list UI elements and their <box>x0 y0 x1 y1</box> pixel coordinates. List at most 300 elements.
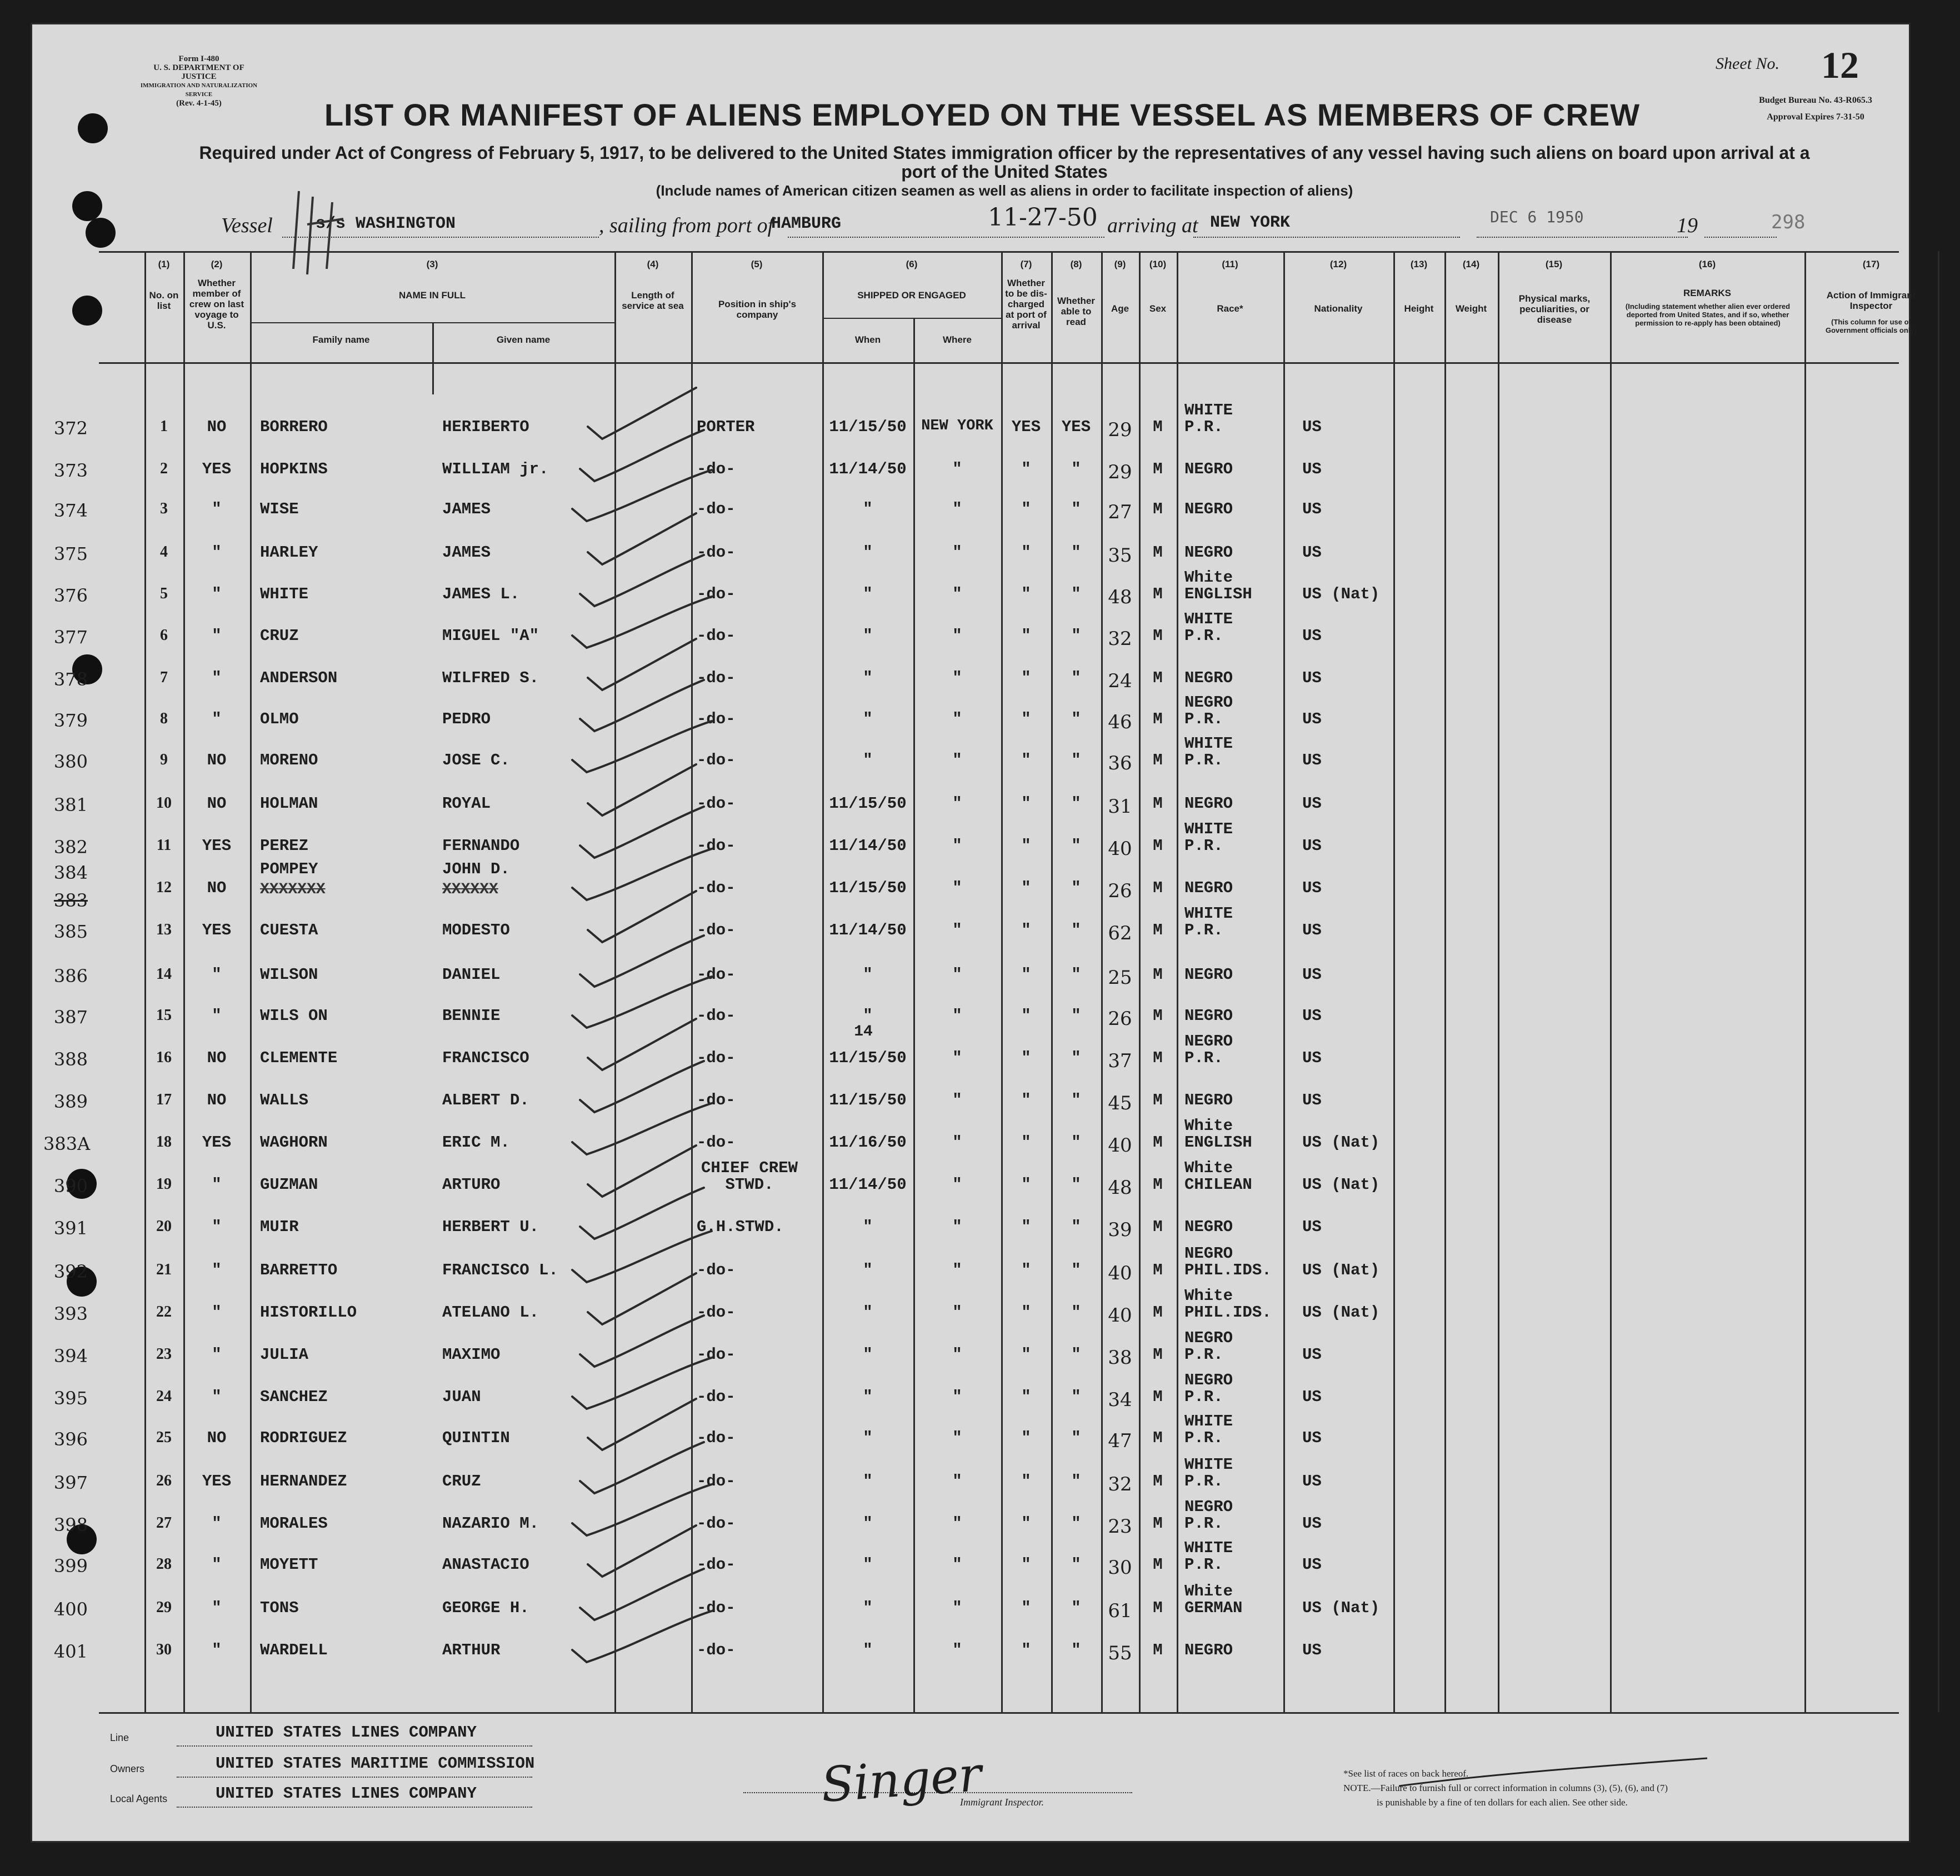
sex-cell: M <box>1153 1007 1163 1025</box>
able-read-cell: " <box>1071 710 1081 728</box>
position-cell: -do- <box>697 1133 736 1152</box>
budget-number: Budget Bureau No. 43-R065.3 <box>1759 96 1872 105</box>
where-cell: " <box>952 627 962 645</box>
row-ref-number: 378 <box>53 669 88 690</box>
position-cell: CHIEF CREW STWD. <box>701 1159 798 1194</box>
discharged-cell: " <box>1021 1472 1031 1490</box>
sex-cell: M <box>1153 1303 1163 1322</box>
race-line-1-cell: NEGRO <box>1184 693 1233 712</box>
check-mark <box>588 1145 696 1197</box>
family-name-cell: MUIR <box>260 1218 299 1236</box>
sex-cell: M <box>1153 585 1163 603</box>
race-line-1-cell: White <box>1184 568 1233 587</box>
prev-voyage-cell: NO <box>207 418 227 436</box>
row-number: 8 <box>160 710 168 727</box>
inspector-label: Immigrant Inspector. <box>960 1797 1044 1808</box>
able-read-cell: " <box>1071 543 1081 562</box>
discharged-cell: " <box>1021 1303 1031 1322</box>
prev-voyage-cell: YES <box>202 460 232 478</box>
row-number: 18 <box>156 1133 172 1150</box>
row-number: 23 <box>156 1345 172 1363</box>
column-number: (7) <box>1020 259 1032 269</box>
position-cell: -do- <box>697 1388 736 1406</box>
where-cell: " <box>952 585 962 603</box>
family-name-cell: WILS ON <box>260 1007 328 1025</box>
where-cell: " <box>952 1049 962 1067</box>
family-name-cell: HOPKINS <box>260 460 328 478</box>
row-ref-number: 374 <box>53 500 88 521</box>
row-number: 21 <box>156 1261 172 1278</box>
check-mark <box>588 764 696 816</box>
agents-label: Local Agents <box>110 1793 168 1804</box>
nationality-cell: US <box>1302 460 1322 478</box>
race-cell: NEGRO <box>1184 965 1233 984</box>
age-cell: 26 <box>1108 1008 1132 1030</box>
header-no-on-list: No. on list <box>149 290 179 311</box>
given-name-cell: CRUZ <box>442 1472 481 1490</box>
family-name-cell: JULIA <box>260 1345 309 1364</box>
prev-voyage-cell: " <box>212 543 222 562</box>
race-cell: NEGRO <box>1184 669 1233 687</box>
race-line-1-cell: White <box>1184 1159 1233 1177</box>
discharged-cell: " <box>1021 794 1031 813</box>
when-cell: " <box>863 1303 873 1322</box>
given-name-cell: WILFRED S. <box>442 669 539 687</box>
year-fill-line <box>1704 236 1777 238</box>
header-name-in-full: NAME IN FULL <box>399 290 466 301</box>
able-read-cell: " <box>1071 1429 1081 1447</box>
age-cell: 48 <box>1108 1177 1132 1199</box>
position-cell: -do- <box>697 543 736 562</box>
when-cell: 11/15/50 <box>829 794 907 813</box>
race-line-1-cell: White <box>1184 1582 1233 1600</box>
prev-voyage-cell: " <box>212 710 222 728</box>
discharged-cell: " <box>1021 1555 1031 1574</box>
sheet-number-label: Sheet No. <box>1716 54 1779 73</box>
race-line-2-cell: P.R. <box>1184 1472 1223 1490</box>
nationality-cell: US (Nat) <box>1302 585 1380 603</box>
header-sex: Sex <box>1149 303 1167 314</box>
when-cell: " <box>863 1007 873 1025</box>
year-label: 19 <box>1677 214 1698 237</box>
discharged-cell: " <box>1021 1599 1031 1617</box>
row-ref-number: 394 <box>53 1345 88 1367</box>
check-mark <box>580 1442 704 1493</box>
note-races: *See list of races on back hereof. <box>1343 1768 1469 1779</box>
where-cell: " <box>952 1133 962 1152</box>
position-cell: -do- <box>697 751 736 769</box>
family-name-cell: TONS <box>260 1599 299 1617</box>
punch-hole <box>86 218 116 248</box>
sex-cell: M <box>1153 627 1163 645</box>
where-cell: " <box>952 1641 962 1659</box>
sex-cell: M <box>1153 1641 1163 1659</box>
date-stamp: DEC 6 1950 <box>1490 208 1584 226</box>
where-cell: " <box>952 1345 962 1364</box>
family-name-cell: CUESTA <box>260 921 318 939</box>
family-name-cell: ANDERSON <box>260 669 338 687</box>
row-number: 28 <box>156 1555 172 1573</box>
age-cell: 32 <box>1108 628 1132 650</box>
age-cell: 29 <box>1108 419 1132 441</box>
age-cell: 30 <box>1108 1557 1132 1579</box>
nationality-cell: US <box>1302 1641 1322 1659</box>
prev-voyage-cell: NO <box>207 1429 227 1447</box>
position-cell: -do- <box>697 1007 736 1025</box>
prev-voyage-cell: " <box>212 1599 222 1617</box>
row-ref-number: 383A <box>43 1133 91 1154</box>
row-ref-number: 401 <box>53 1641 88 1662</box>
arriving-port-value: NEW YORK <box>1210 213 1291 232</box>
header-family-name: Family name <box>312 334 370 345</box>
where-cell: " <box>952 1472 962 1490</box>
sex-cell: M <box>1153 837 1163 855</box>
when-cell: " <box>863 1555 873 1574</box>
form-id-line: U. S. DEPARTMENT OF JUSTICE <box>153 63 244 81</box>
discharged-cell: " <box>1021 879 1031 897</box>
column-number: (12) <box>1329 259 1347 269</box>
sex-cell: M <box>1153 751 1163 769</box>
age-cell: 40 <box>1108 1262 1132 1284</box>
able-read-cell: " <box>1071 627 1081 645</box>
family-name-cell: WISE <box>260 500 299 518</box>
family-name-cell: POMPEY <box>260 860 318 878</box>
where-cell: " <box>952 1261 962 1279</box>
row-number: 13 <box>156 921 172 938</box>
age-cell: 36 <box>1108 752 1132 774</box>
able-read-cell: " <box>1071 921 1081 939</box>
race-line-2-cell: ENGLISH <box>1184 1133 1252 1152</box>
race-cell: NEGRO <box>1184 1091 1233 1109</box>
sheet-number: 12 <box>1821 44 1859 86</box>
where-cell: " <box>952 1091 962 1109</box>
header-discharged: Whether to be dis-charged at port of arrival <box>1005 278 1047 331</box>
check-mark <box>580 1188 704 1239</box>
row-number: 29 <box>156 1599 172 1616</box>
row-number: 1 <box>160 418 168 435</box>
prev-voyage-cell: " <box>212 1514 222 1533</box>
where-cell: " <box>952 879 962 897</box>
discharged-cell: " <box>1021 1261 1031 1279</box>
race-cell: NEGRO <box>1184 460 1233 478</box>
sex-cell: M <box>1153 1514 1163 1533</box>
position-cell: -do- <box>697 1345 736 1364</box>
owners-value: UNITED STATES MARITIME COMMISSION <box>216 1754 535 1773</box>
check-mark <box>588 1019 696 1070</box>
header-action-sub: (This column for use of Government officials only) <box>1826 318 1917 334</box>
race-cell: NEGRO <box>1184 543 1233 562</box>
family-name-cell: MOYETT <box>260 1555 318 1574</box>
nationality-cell: US <box>1302 965 1322 984</box>
column-number: (8) <box>1070 259 1082 269</box>
given-name-cell: ROYAL <box>442 794 491 813</box>
able-read-cell: " <box>1071 751 1081 769</box>
where-cell: " <box>952 1514 962 1533</box>
sex-cell: M <box>1153 500 1163 518</box>
position-cell: -do- <box>697 1261 736 1279</box>
age-cell: 35 <box>1108 544 1132 567</box>
header-position: Position in ship's company <box>718 299 797 320</box>
race-line-1-cell: NEGRO <box>1184 1329 1233 1347</box>
header-shipped: SHIPPED OR ENGAGED <box>857 290 966 301</box>
able-read-cell: " <box>1071 1261 1081 1279</box>
family-name-cell: RODRIGUEZ <box>260 1429 347 1447</box>
position-cell: -do- <box>697 965 736 984</box>
prev-voyage-cell: " <box>212 1555 222 1574</box>
row-number: 22 <box>156 1303 172 1320</box>
nationality-cell: US <box>1302 1555 1322 1574</box>
race-line-2-cell: P.R. <box>1184 921 1223 939</box>
position-cell: -do- <box>697 921 736 939</box>
row-number: 7 <box>160 669 168 686</box>
check-mark <box>572 470 712 521</box>
prev-voyage-cell: " <box>212 1261 222 1279</box>
age-cell: 55 <box>1108 1642 1132 1664</box>
position-cell: -do- <box>697 1429 736 1447</box>
prev-voyage-cell: " <box>212 1175 222 1194</box>
position-cell: -do- <box>697 669 736 687</box>
given-name-cell: ANASTACIO <box>442 1555 529 1574</box>
include-note: (Include names of American citizen seamen as well as aliens in order to facilitate inspection of aliens) <box>656 182 1353 199</box>
given-name-cell: PEDRO <box>442 710 491 728</box>
budget-block <box>1704 92 1927 126</box>
where-cell: " <box>952 1218 962 1236</box>
when-cell: 11/15/50 <box>829 418 907 436</box>
given-name-cell: NAZARIO M. <box>442 1514 539 1533</box>
column-number: (4) <box>647 259 659 269</box>
race-line-1-cell: WHITE <box>1184 904 1233 923</box>
discharged-cell: " <box>1021 1514 1031 1533</box>
sex-cell: M <box>1153 1133 1163 1152</box>
row-ref-number: 381 <box>53 794 88 816</box>
header-when: When <box>854 334 881 345</box>
family-name-cell: WALLS <box>260 1091 309 1109</box>
row-number: 2 <box>160 460 168 477</box>
race-cell: NEGRO <box>1184 1218 1233 1236</box>
race-cell: NEGRO <box>1184 1007 1233 1025</box>
family-name-cell: CRUZ <box>260 627 299 645</box>
race-line-1-cell: White <box>1184 1117 1233 1135</box>
race-line-2-cell: P.R. <box>1184 627 1223 645</box>
discharged-cell: " <box>1021 460 1031 478</box>
discharged-cell: " <box>1021 1641 1031 1659</box>
row-number: 12 <box>156 879 172 896</box>
family-name-cell: MORALES <box>260 1514 328 1533</box>
sex-cell: M <box>1153 1049 1163 1067</box>
nationality-cell: US <box>1302 921 1322 939</box>
given-name-cell: FRANCISCO <box>442 1049 529 1067</box>
header-prev-voyage: Whether member of crew on last voyage to U.S. <box>189 278 244 331</box>
header-able-read: Whether able to read <box>1057 296 1095 327</box>
family-name-cell: BARRETTO <box>260 1261 338 1279</box>
sex-cell: M <box>1153 1555 1163 1574</box>
given-name-cell: FERNANDO <box>442 837 520 855</box>
family-name-cell: WAGHORN <box>260 1133 328 1152</box>
column-number: (10) <box>1149 259 1167 269</box>
when-cell: " <box>863 585 873 603</box>
column-number: (17) <box>1862 259 1880 269</box>
where-cell: " <box>952 710 962 728</box>
row-ref-number: 380 <box>53 751 88 772</box>
where-cell: " <box>952 1175 962 1194</box>
age-cell: 40 <box>1108 1304 1132 1327</box>
sex-cell: M <box>1153 1345 1163 1364</box>
row-number: 26 <box>156 1472 172 1489</box>
arriving-label: arriving at <box>1107 214 1198 237</box>
prev-voyage-cell: " <box>212 585 222 603</box>
row-ref-number: 396 <box>53 1429 88 1450</box>
row-ref-number: 397 <box>53 1472 88 1493</box>
age-cell: 48 <box>1108 586 1132 608</box>
check-mark <box>588 388 696 439</box>
when-cell: 11/16/50 <box>829 1133 907 1152</box>
column-number: (11) <box>1222 259 1238 269</box>
prev-voyage-cell: YES <box>202 1472 232 1490</box>
check-mark <box>588 891 696 942</box>
row-number: 9 <box>160 751 168 768</box>
given-name-cell: ATELANO L. <box>442 1303 539 1322</box>
nationality-cell: US <box>1302 418 1322 436</box>
race-cell: NEGRO <box>1184 500 1233 518</box>
check-mark <box>588 513 696 564</box>
discharged-cell: " <box>1021 1218 1031 1236</box>
sex-cell: M <box>1153 1091 1163 1109</box>
given-name-cell: JAMES L. <box>442 585 520 603</box>
prev-voyage-cell: YES <box>202 837 232 855</box>
able-read-cell: " <box>1071 879 1081 897</box>
given-name-cell: ALBERT D. <box>442 1091 529 1109</box>
vessel-value: s/s WASHINGTON <box>316 214 456 233</box>
row-number: 11 <box>156 837 172 854</box>
row-number: 6 <box>160 627 168 644</box>
able-read-cell: " <box>1071 837 1081 855</box>
family-name-cell: HOLMAN <box>260 794 318 813</box>
approval-expiry: Approval Expires 7-31-50 <box>1767 112 1864 122</box>
sex-cell: M <box>1153 1599 1163 1617</box>
punch-hole <box>78 113 108 143</box>
where-cell: " <box>952 921 962 939</box>
race-line-2-cell: P.R. <box>1184 1514 1223 1533</box>
where-cell: " <box>952 1007 962 1025</box>
where-cell: " <box>952 751 962 769</box>
where-cell: " <box>952 1303 962 1322</box>
position-cell: -do- <box>697 1514 736 1533</box>
crew-table <box>43 251 1917 1712</box>
row-number: 25 <box>156 1429 172 1446</box>
row-ref-number: 385 <box>53 921 88 942</box>
sex-cell: M <box>1153 1261 1163 1279</box>
form-id-line: IMMIGRATION AND NATURALIZATION SERVICE <box>140 82 258 98</box>
position-cell: -do- <box>697 1303 736 1322</box>
family-name-cell: SANCHEZ <box>260 1388 328 1406</box>
check-mark <box>588 639 696 690</box>
check-mark <box>580 936 704 987</box>
column-number: (2) <box>211 259 223 269</box>
race-line-2-cell: P.R. <box>1184 1388 1223 1406</box>
prev-voyage-cell: " <box>212 500 222 518</box>
header-given-name: Given name <box>496 334 551 345</box>
discharged-cell: " <box>1021 1345 1031 1364</box>
column-number: (14) <box>1462 259 1480 269</box>
nationality-cell: US <box>1302 879 1322 897</box>
prev-voyage-cell: NO <box>207 1091 227 1109</box>
age-cell: 31 <box>1108 796 1132 818</box>
column-number: (13) <box>1410 259 1428 269</box>
race-cell: NEGRO <box>1184 879 1233 897</box>
agents-fill-line <box>177 1805 532 1808</box>
given-name-cell: WILLIAM jr. <box>442 460 549 478</box>
able-read-cell: " <box>1071 1175 1081 1194</box>
when-cell: " <box>863 751 873 769</box>
where-cell: " <box>952 460 962 478</box>
age-cell: 34 <box>1108 1389 1132 1411</box>
row-ref-number: 377 <box>53 627 88 648</box>
able-read-cell: " <box>1071 460 1081 478</box>
column-number: (9) <box>1114 259 1126 269</box>
able-read-cell: " <box>1071 794 1081 813</box>
sex-cell: M <box>1153 879 1163 897</box>
where-cell: " <box>952 1429 962 1447</box>
sex-cell: M <box>1153 1429 1163 1447</box>
race-line-1-cell: NEGRO <box>1184 1498 1233 1516</box>
race-line-2-cell: CHILEAN <box>1184 1175 1252 1194</box>
able-read-cell: " <box>1071 1514 1081 1533</box>
when-cell: " <box>863 710 873 728</box>
family-name-cell: CLEMENTE <box>260 1049 338 1067</box>
race-line-1-cell: WHITE <box>1184 1412 1233 1430</box>
row-ref-number: 391 <box>53 1218 88 1239</box>
row-ref-number: 373 <box>53 460 88 481</box>
row-number: 20 <box>156 1218 172 1235</box>
form-id-line: (Rev. 4-1-45) <box>176 99 222 108</box>
sex-cell: M <box>1153 1472 1163 1490</box>
discharged-cell: " <box>1021 1429 1031 1447</box>
date-fill-line <box>1477 236 1688 238</box>
age-cell: 61 <box>1108 1600 1132 1622</box>
footer-pen-stroke <box>1399 1755 1710 1789</box>
where-cell: " <box>952 794 962 813</box>
row-ref-number: 372 <box>53 418 88 439</box>
nationality-cell: US <box>1302 837 1322 855</box>
given-name-cell: FRANCISCO L. <box>442 1261 558 1279</box>
able-read-cell: " <box>1071 1599 1081 1617</box>
prev-voyage-cell: " <box>212 1303 222 1322</box>
prev-voyage-cell: " <box>212 1388 222 1406</box>
race-line-1-cell: WHITE <box>1184 1455 1233 1474</box>
when-cell: " <box>863 965 873 984</box>
row-number: 24 <box>156 1388 172 1405</box>
age-cell: 39 <box>1108 1219 1132 1241</box>
check-mark <box>588 1525 696 1577</box>
prev-voyage-cell: NO <box>207 879 227 897</box>
given-name-cell: MIGUEL "A" <box>442 627 539 645</box>
row-number: 16 <box>156 1049 172 1066</box>
nationality-cell: US <box>1302 1049 1322 1067</box>
discharged-cell: " <box>1021 669 1031 687</box>
discharged-cell: " <box>1021 1133 1031 1152</box>
position-cell: -do- <box>697 1049 736 1067</box>
able-read-cell: " <box>1071 1641 1081 1659</box>
race-line-2-cell: P.R. <box>1184 1345 1223 1364</box>
note-penalty-1: NOTE.—Failure to furnish full or correct information in columns (3), (5), (6), and (7) <box>1343 1783 1668 1793</box>
nationality-cell: US <box>1302 1007 1322 1025</box>
sex-cell: M <box>1153 794 1163 813</box>
stamp-number: 298 <box>1771 211 1806 233</box>
nationality-cell: US <box>1302 669 1322 687</box>
when-cell: 11/14/50 <box>829 921 907 939</box>
row-ref-number: 387 <box>53 1007 88 1028</box>
sex-cell: M <box>1153 710 1163 728</box>
